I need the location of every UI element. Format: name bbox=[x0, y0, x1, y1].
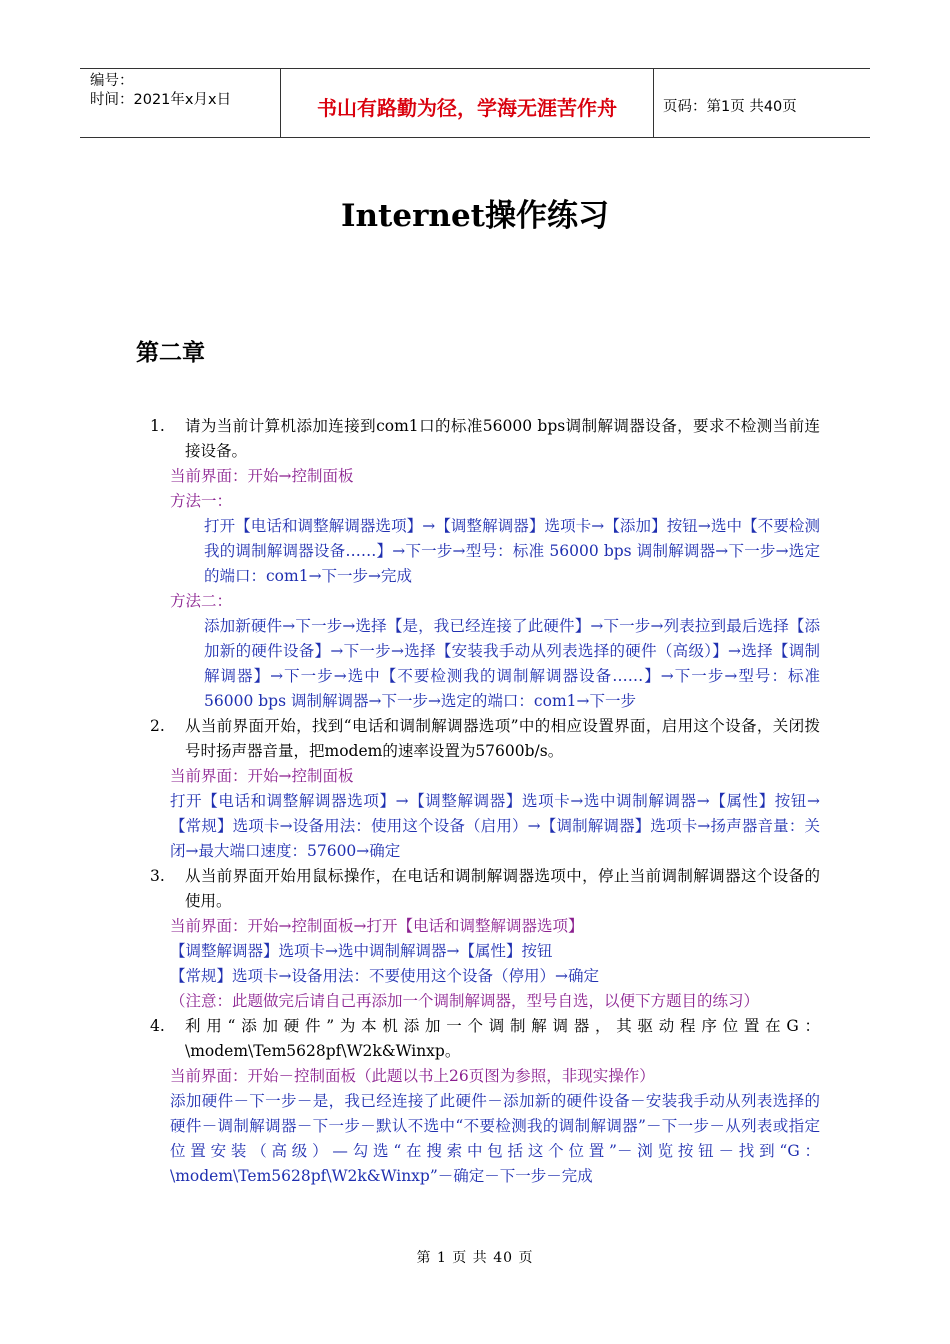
answer-steps: 打开【电话和调整解调器选项】→【调整解调器】选项卡→选中调制解调器→【属性】按钮→【常规】选项卡→设备用法：使用这个设备（启用）→【调制解调器】选项卡→扬声器音量：关闭→最大端口速度：57600→确定 bbox=[170, 792, 820, 860]
page-header bbox=[80, 68, 870, 138]
method-label: 方法一： bbox=[170, 492, 233, 510]
header-motto: 书山有路勤为径，学海无涯苦作舟 bbox=[281, 69, 654, 137]
question-3 bbox=[150, 864, 820, 914]
question-list bbox=[150, 414, 820, 1189]
page-footer: 第 1 页 共 40 页 bbox=[416, 1250, 534, 1266]
current-screen: 当前界面：开始→控制面板→打开【电话和调整解调器选项】 bbox=[170, 917, 584, 935]
answer-steps: 【常规】选项卡→设备用法：不要使用这个设备（停用）→确定 bbox=[170, 967, 599, 985]
question-1 bbox=[150, 414, 820, 464]
chapter-heading: 第二章 bbox=[136, 339, 205, 366]
method-label: 方法二： bbox=[170, 592, 233, 610]
current-screen: 当前界面：开始－控制面板（此题以书上26页图为参照，非现实操作） bbox=[170, 1067, 655, 1085]
question-text: 请为当前计算机添加连接到com1口的标准56000 bps调制解调器设备，要求不检测当前连接设备。 bbox=[185, 417, 820, 460]
note: （注意：此题做完后请自己再添加一个调制解调器，型号自选，以便下方题目的练习） bbox=[170, 992, 760, 1010]
answer-steps: 添加硬件－下一步－是，我已经连接了此硬件－添加新的硬件设备－安装我手动从列表选择的硬件－调制解调器－下一步－默认不选中“不要检测我的调制解调器”－下一步－从列表或指定位置安装（高级）—勾选“在搜索中包括这个位置”－浏览按钮－找到“G：\modem\Tem5628pf\W2k&Winxp”－确定－下一步－完成 bbox=[170, 1092, 820, 1185]
question-text: 从当前界面开始用鼠标操作，在电话和调制解调器选项中，停止当前调制解调器这个设备的使用。 bbox=[185, 867, 820, 910]
question-number: 4. bbox=[150, 1017, 165, 1035]
header-meta bbox=[80, 69, 281, 137]
document-title: Internet操作练习 bbox=[341, 198, 609, 234]
method-steps: 添加新硬件→下一步→选择【是，我已经连接了此硬件】→下一步→列表拉到最后选择【添加新的硬件设备】→下一步→选择【安装我手动从列表选择的硬件（高级）】→选择【调制解调器】→下一步→选中【不要检测我的调制解调器设备……】→下一步→型号：标准 56000 bps 调制解调器→下一步→选定的端口：com1→下一步 bbox=[204, 617, 820, 710]
current-screen: 当前界面：开始→控制面板 bbox=[170, 767, 354, 785]
question-2 bbox=[150, 714, 820, 764]
header-number: 编号： bbox=[90, 73, 134, 89]
header-time: 时间：2021年x月x日 bbox=[90, 92, 232, 108]
question-number: 1. bbox=[150, 417, 165, 435]
question-4 bbox=[150, 1014, 820, 1064]
question-text: 从当前界面开始，找到“电话和调制解调器选项”中的相应设置界面，启用这个设备，关闭拨号时扬声器音量，把modem的速率设置为57600b/s。 bbox=[185, 717, 820, 760]
method-steps: 打开【电话和调整解调器选项】→【调整解调器】选项卡→【添加】按钮→选中【不要检测我的调制解调器设备……】→下一步→型号：标准 56000 bps 调制解调器→下一步→选定的端口：com1→下一步→完成 bbox=[204, 517, 820, 585]
answer-steps: 【调整解调器】选项卡→选中调制解调器→【属性】按钮 bbox=[170, 942, 553, 960]
current-screen: 当前界面：开始→控制面板 bbox=[170, 467, 354, 485]
question-text: 利用“添加硬件”为本机添加一个调制解调器，其驱动程序位置在G：\modem\Tem5628pf\W2k&Winxp。 bbox=[185, 1017, 820, 1060]
question-number: 2. bbox=[150, 717, 165, 735]
header-page-info: 页码：第1页 共40页 bbox=[663, 98, 797, 115]
question-number: 3. bbox=[150, 867, 165, 885]
